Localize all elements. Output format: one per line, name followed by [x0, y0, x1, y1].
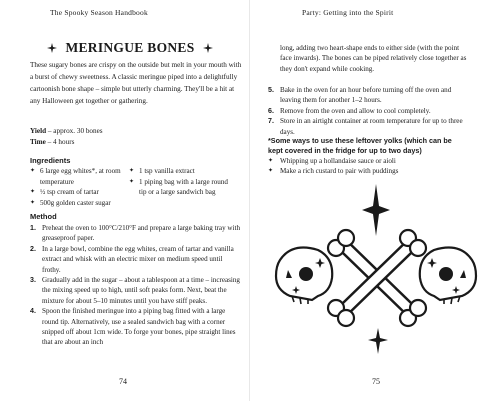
time-label: Time [30, 138, 46, 146]
method-heading: Method [30, 212, 57, 221]
skull-icon [420, 248, 476, 304]
yolk-tip-item: ✦ Whipping up a hollandaise sauce or aioli [268, 157, 396, 165]
four-point-star-bullet-icon: ✦ [30, 168, 36, 174]
method-step: 5. Bake in the oven for an hour before turning off the oven and leaving them for another 1–2 hours. [268, 86, 452, 105]
recipe-title: MERINGUE BONES [65, 40, 195, 55]
ingredients-column-1 [30, 166, 125, 208]
ingredients-column-2 [129, 166, 229, 198]
method-step: 3. Gradually add in the sugar – about a tablespoon at a time – increasing the mixing speed up to high, until soft peaks form. Next, beat the mixture for about 5–10 minutes until you have stiff peaks. [30, 276, 240, 305]
method-step: 1. Preheat the oven to 100°C/210°F and prepare a large baking tray with greaseproof paper. [30, 224, 241, 243]
time-value: – 4 hours [47, 138, 75, 146]
ingredient-item: ✦ 1 piping bag with a large round tip or a large sandwich bag [129, 177, 228, 197]
ingredient-item: ✦ ½ tsp cream of tartar [30, 188, 99, 197]
ingredients-heading: Ingredients [30, 156, 71, 165]
method-steps-continued [268, 85, 468, 137]
skull-icon [276, 248, 332, 304]
method-step: 7. Store in an airtight container at room temperature for up to three days. [268, 117, 463, 136]
four-point-star-bullet-icon: ✦ [129, 178, 135, 185]
leftover-yolks-heading: *Some ways to use these leftover yolks (which can be kept covered in the fridge for up to two days) [268, 136, 452, 155]
ingredient-item: ✦ 500g golden caster sugar [30, 198, 111, 207]
left-running-head: The Spooky Season Handbook [50, 8, 148, 17]
four-point-star-bullet-icon: ✦ [129, 168, 135, 174]
ingredient-item: ✦ 6 large egg whites*, at room temperature [30, 167, 121, 186]
four-point-star-icon [47, 43, 57, 53]
recipe-intro: These sugary bones are crispy on the outside but melt in your mouth with a burst of chewy sweetness. A classic meringue piped into a delightfully cartoonish bone shape – simple but utterly charming. They'll be a hit at any Halloween get together or gathering. [30, 61, 242, 105]
method-steps [30, 223, 242, 348]
leftover-yolk-tips [268, 156, 468, 177]
four-point-star-bullet-icon: ✦ [268, 168, 274, 175]
yield-value: – approx. 30 bones [47, 127, 103, 135]
sparkle-star-icon [368, 328, 388, 354]
four-point-star-bullet-icon: ✦ [30, 199, 36, 206]
right-running-head: Party: Getting into the Spirit [302, 8, 394, 17]
method-step: 2. In a large bowl, combine the egg whites, cream of tartar and vanilla extract and whisk with an electric mixer on medium speed until frothy. [30, 244, 234, 274]
method-step: 6. Remove from the oven and allow to cool completely. [268, 106, 431, 115]
right-page-number: 75 [372, 377, 380, 386]
step-4-continuation: long, adding two heart-shape ends to either side (with the point face inwards). The bones can be piped relatively close together as they don't expand while cooking. [280, 44, 467, 73]
method-step: 4. Spoon the finished meringue into a piping bag fitted with a large round tip. Alternatively, use a sealed sandwich bag with a corner snipped off about 1cm wide. To forge your bones, pipe straight lines that are about an inch [30, 307, 236, 347]
crossed-bones-skulls-illustration [262, 178, 490, 358]
four-point-star-icon [203, 43, 213, 53]
left-page-number: 74 [119, 377, 127, 386]
recipe-yield-time [30, 126, 230, 148]
sparkle-star-icon [362, 184, 390, 236]
four-point-star-bullet-icon: ✦ [30, 189, 36, 196]
four-point-star-bullet-icon: ✦ [268, 158, 274, 164]
ingredient-item: ✦ 1 tsp vanilla extract [129, 167, 195, 175]
recipe-title-row [30, 40, 230, 56]
yolk-tip-item: ✦ Make a rich custard to pair with puddings [268, 167, 399, 176]
yield-label: Yield [30, 127, 47, 135]
